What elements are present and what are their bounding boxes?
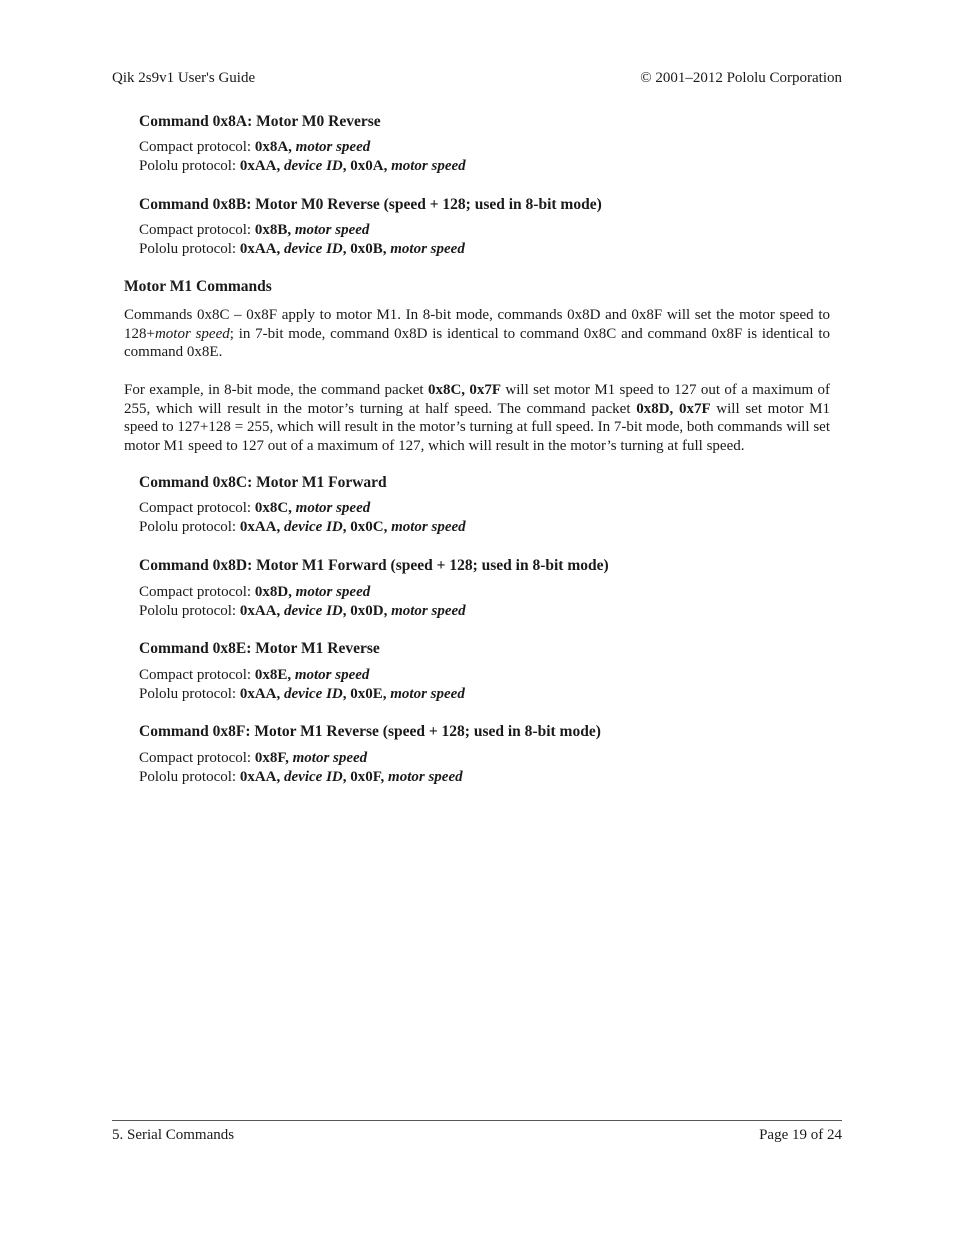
param-motor-speed: motor speed — [390, 241, 465, 257]
separator: , — [382, 241, 391, 257]
separator: , — [276, 519, 285, 535]
pololu-label: Pololu protocol: — [139, 519, 240, 535]
command-byte: 0x0D — [350, 603, 384, 619]
param-motor-speed: motor speed — [391, 519, 466, 535]
pololu-protocol-0x8e — [139, 686, 465, 703]
compact-label: Compact protocol: — [139, 667, 255, 683]
command-byte: 0x8E — [254, 667, 288, 683]
compact-label: Compact protocol: — [139, 139, 255, 155]
compact-label: Compact protocol: — [139, 584, 255, 600]
param-device-id: device ID — [284, 519, 343, 535]
pololu-label: Pololu protocol: — [139, 603, 240, 619]
param-motor-speed: motor speed — [295, 500, 371, 516]
separator: , — [276, 769, 285, 785]
separator: , — [276, 603, 285, 619]
param-device-id: device ID — [284, 686, 343, 702]
separator: , — [287, 667, 295, 683]
pololu-protocol-0x8a — [139, 158, 466, 175]
compact-label: Compact protocol: — [139, 500, 255, 516]
param-device-id: device ID — [284, 769, 343, 785]
param-motor-speed: motor speed — [295, 584, 371, 600]
pololu-protocol-0x8b — [139, 241, 465, 258]
pololu-label: Pololu protocol: — [139, 769, 240, 785]
command-byte: 0x8D — [254, 584, 289, 600]
separator: , — [342, 686, 351, 702]
copyright-notice: © 2001–2012 Pololu Corporation — [640, 70, 842, 86]
separator: , — [276, 158, 285, 174]
pololu-protocol-0x8f — [139, 769, 463, 786]
separator: , — [342, 603, 351, 619]
param-device-id: device ID — [284, 241, 343, 257]
separator: , — [342, 519, 351, 535]
command-title-0x8b: Command 0x8B: Motor M0 Reverse (speed + 128; used in 8-bit mode) — [139, 196, 602, 213]
pololu-label: Pololu protocol: — [139, 158, 240, 174]
param-motor-speed: motor speed — [294, 222, 370, 238]
param-motor-speed: motor speed — [295, 139, 371, 155]
example-paragraph — [124, 381, 830, 456]
param-device-id: device ID — [284, 158, 343, 174]
param-motor-speed: motor speed — [292, 750, 368, 766]
start-byte: 0xAA — [239, 519, 277, 535]
command-title-0x8f: Command 0x8F: Motor M1 Reverse (speed + 128; used in 8-bit mode) — [139, 723, 601, 740]
separator: , — [276, 241, 285, 257]
separator: , — [285, 750, 293, 766]
param-motor-speed: motor speed — [391, 603, 466, 619]
command-byte: 0x0C — [350, 519, 384, 535]
command-title-0x8a: Command 0x8A: Motor M0 Reverse — [139, 113, 381, 130]
compact-protocol-0x8a — [139, 139, 370, 156]
footer-divider — [112, 1120, 842, 1121]
command-byte: 0x0E — [350, 686, 383, 702]
param-motor-speed: motor speed — [388, 769, 463, 785]
command-byte: 0x0F — [350, 769, 381, 785]
separator: , — [288, 584, 296, 600]
separator: , — [383, 519, 392, 535]
separator: , — [288, 500, 296, 516]
example-packet: 0x8D, 0x7F — [636, 400, 711, 417]
page-number: Page 19 of 24 — [759, 1127, 842, 1143]
command-byte: 0x0A — [350, 158, 384, 174]
separator: , — [383, 603, 392, 619]
para-text: ; in 7-bit mode, command 0x8D is identical to command 0x8C and command 0x8F is identical to command 0x8E. — [124, 325, 830, 361]
param-motor-speed: motor speed — [391, 158, 466, 174]
compact-protocol-0x8e — [139, 667, 369, 684]
section-heading: Motor M1 Commands — [124, 278, 272, 295]
para-text: For example, in 8-bit mode, the command packet — [124, 382, 428, 398]
param-motor-speed: motor speed — [294, 667, 370, 683]
start-byte: 0xAA — [239, 158, 277, 174]
command-byte: 0x0B — [350, 241, 383, 257]
command-byte: 0x8B — [254, 222, 288, 238]
compact-protocol-0x8d — [139, 584, 370, 601]
para-text: will set motor M1 speed to 127+128 = 255, which will result in the motor’s turning at full speed. In 7-bit mode, both commands will set motor M1 speed to 127 out of a maximum of 127, which will result in the motor’s turning at full speed. — [124, 400, 831, 455]
separator: , — [342, 158, 351, 174]
chapter-label: 5. Serial Commands — [112, 1127, 235, 1143]
separator: , — [276, 686, 285, 702]
separator: , — [287, 222, 295, 238]
command-title-0x8c: Command 0x8C: Motor M1 Forward — [139, 474, 387, 491]
separator: , — [288, 139, 296, 155]
separator: , — [383, 158, 392, 174]
command-byte: 0x8A — [254, 139, 289, 155]
start-byte: 0xAA — [239, 686, 277, 702]
start-byte: 0xAA — [239, 769, 277, 785]
param-motor-speed: motor speed — [390, 686, 465, 702]
intro-paragraph — [124, 306, 830, 362]
compact-protocol-0x8f — [139, 750, 367, 767]
pololu-label: Pololu protocol: — [139, 686, 240, 702]
separator: , — [342, 241, 351, 257]
command-byte: 0x8C — [254, 500, 289, 516]
separator: , — [342, 769, 351, 785]
compact-label: Compact protocol: — [139, 222, 255, 238]
compact-label: Compact protocol: — [139, 750, 255, 766]
param-device-id: device ID — [284, 603, 343, 619]
para-text: Commands 0x8C – 0x8F apply to motor M1. In 8-bit mode, commands 0x8D and 0x8F will set the motor speed to 128+ — [124, 307, 830, 342]
start-byte: 0xAA — [239, 603, 277, 619]
start-byte: 0xAA — [239, 241, 277, 257]
command-title-0x8e: Command 0x8E: Motor M1 Reverse — [139, 640, 380, 657]
pololu-label: Pololu protocol: — [139, 241, 240, 257]
command-title-0x8d: Command 0x8D: Motor M1 Forward (speed + 128; used in 8-bit mode) — [139, 557, 609, 574]
command-byte: 0x8F — [254, 750, 286, 766]
separator: , — [380, 769, 389, 785]
pololu-protocol-0x8c — [139, 519, 466, 536]
compact-protocol-0x8b — [139, 222, 369, 239]
separator: , — [382, 686, 391, 702]
document-title: Qik 2s9v1 User's Guide — [112, 70, 256, 86]
compact-protocol-0x8c — [139, 500, 370, 517]
para-text: will set motor M1 speed to 127 out of a maximum of 255, which will result in the motor’s turning at half speed. The command packet — [124, 382, 830, 417]
example-packet: 0x8C, 0x7F — [427, 382, 502, 398]
param-motor-speed: motor speed — [154, 325, 230, 342]
pololu-protocol-0x8d — [139, 603, 466, 620]
